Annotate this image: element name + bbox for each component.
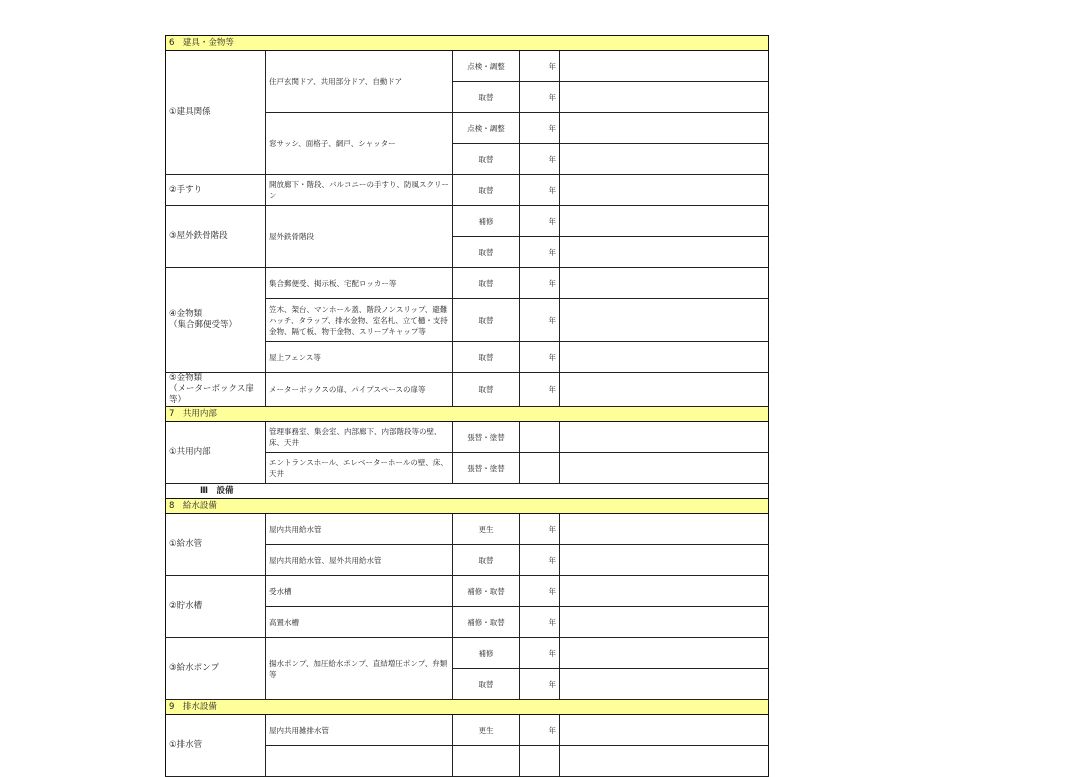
work-type: 張替・塗替 — [453, 422, 520, 453]
table-row — [166, 206, 769, 237]
notes-cell[interactable] — [560, 175, 769, 206]
category-cell: ②貯水槽 — [166, 576, 266, 638]
item-description: 受水槽 — [266, 576, 453, 607]
notes-cell[interactable] — [560, 299, 769, 342]
notes-cell[interactable] — [560, 268, 769, 299]
category-cell: ①共用内部 — [166, 422, 266, 484]
years-input[interactable]: 年 — [520, 607, 560, 638]
item-description: 屋内共用雑排水管 — [266, 715, 453, 746]
work-type: 張替・塗替 — [453, 453, 520, 484]
item-description: 屋上フェンス等 — [266, 342, 453, 373]
work-type: 取替 — [453, 237, 520, 268]
part-header — [166, 484, 769, 499]
item-description: 屋内共用給水管、屋外共用給水管 — [266, 545, 453, 576]
table-row — [166, 638, 769, 669]
table-row — [166, 514, 769, 545]
category-cell: ①給水管 — [166, 514, 266, 576]
part-title: Ⅲ 設備 — [166, 484, 769, 499]
work-type: 取替 — [453, 299, 520, 342]
notes-cell[interactable] — [560, 342, 769, 373]
work-type: 点検・調整 — [453, 51, 520, 82]
item-description: 住戸玄関ドア、共用部分ドア、自動ドア — [266, 51, 453, 113]
years-input[interactable]: 年 — [520, 113, 560, 144]
work-type: 補修 — [453, 206, 520, 237]
notes-cell[interactable] — [560, 638, 769, 669]
category-cell: ①排水管 — [166, 715, 266, 777]
notes-cell[interactable] — [560, 746, 769, 777]
years-input[interactable] — [520, 422, 560, 453]
years-input[interactable]: 年 — [520, 82, 560, 113]
item-description: 高置水槽 — [266, 607, 453, 638]
section-header — [166, 499, 769, 514]
table-row — [166, 51, 769, 82]
item-description: 屋内共用給水管 — [266, 514, 453, 545]
notes-cell[interactable] — [560, 113, 769, 144]
section-header — [166, 407, 769, 422]
years-input[interactable]: 年 — [520, 299, 560, 342]
category-cell: ①建具関係 — [166, 51, 266, 175]
notes-cell[interactable] — [560, 206, 769, 237]
item-description: 管理事務室、集会室、内部廊下、内部階段等の壁、床、天井 — [266, 422, 453, 453]
years-input[interactable]: 年 — [520, 669, 560, 700]
work-type: 更生 — [453, 715, 520, 746]
category-cell: ③屋外鉄骨階段 — [166, 206, 266, 268]
notes-cell[interactable] — [560, 607, 769, 638]
years-input[interactable]: 年 — [520, 342, 560, 373]
category-cell: ②手すり — [166, 175, 266, 206]
work-type: 取替 — [453, 342, 520, 373]
notes-cell[interactable] — [560, 144, 769, 175]
item-description: 窓サッシ、面格子、網戸、シャッター — [266, 113, 453, 175]
notes-cell[interactable] — [560, 82, 769, 113]
section-title: 9 排水設備 — [166, 700, 769, 715]
years-input[interactable]: 年 — [520, 576, 560, 607]
years-input[interactable]: 年 — [520, 144, 560, 175]
table-row — [166, 422, 769, 453]
work-type: 補修 — [453, 638, 520, 669]
category-cell: ③給水ポンプ — [166, 638, 266, 700]
section-header — [166, 36, 769, 51]
years-input[interactable]: 年 — [520, 175, 560, 206]
item-description: 屋外鉄骨階段 — [266, 206, 453, 268]
table-row — [166, 373, 769, 407]
notes-cell[interactable] — [560, 373, 769, 407]
years-input[interactable]: 年 — [520, 206, 560, 237]
notes-cell[interactable] — [560, 422, 769, 453]
work-type: 取替 — [453, 545, 520, 576]
table-row — [166, 715, 769, 746]
years-input[interactable]: 年 — [520, 545, 560, 576]
years-input[interactable] — [520, 453, 560, 484]
work-type — [453, 746, 520, 777]
item-description: 笠木、架台、マンホール蓋、階段ノンスリップ、避難ハッチ、タラップ、排水金物、室名札、立て樋・支持金物、隔て板、物干金物、スリーブキャップ等 — [266, 299, 453, 342]
section-title: 7 共用内部 — [166, 407, 769, 422]
years-input[interactable]: 年 — [520, 237, 560, 268]
years-input[interactable]: 年 — [520, 514, 560, 545]
item-description: エントランスホール、エレベーターホールの壁、床、天井 — [266, 453, 453, 484]
maintenance-plan-table — [165, 35, 769, 777]
category-cell: ④金物類 （集合郵便受等） — [166, 268, 266, 373]
table-row — [166, 576, 769, 607]
notes-cell[interactable] — [560, 237, 769, 268]
table-row — [166, 175, 769, 206]
work-type: 取替 — [453, 82, 520, 113]
work-type: 取替 — [453, 268, 520, 299]
work-type: 取替 — [453, 373, 520, 407]
category-cell: ⑤金物類 （メーターボックス扉等） — [166, 373, 266, 407]
notes-cell[interactable] — [560, 715, 769, 746]
item-description: 揚水ポンプ、加圧給水ポンプ、直結増圧ポンプ、弁類等 — [266, 638, 453, 700]
notes-cell[interactable] — [560, 453, 769, 484]
work-type: 補修・取替 — [453, 576, 520, 607]
years-input[interactable]: 年 — [520, 51, 560, 82]
notes-cell[interactable] — [560, 669, 769, 700]
years-input[interactable]: 年 — [520, 268, 560, 299]
notes-cell[interactable] — [560, 51, 769, 82]
table-row — [166, 268, 769, 299]
notes-cell[interactable] — [560, 576, 769, 607]
years-input[interactable]: 年 — [520, 638, 560, 669]
work-type: 点検・調整 — [453, 113, 520, 144]
item-description: 開放廊下・階段、バルコニーの手すり、防風スクリーン — [266, 175, 453, 206]
item-description: 集合郵便受、掲示板、宅配ロッカー等 — [266, 268, 453, 299]
section-title: 6 建具・金物等 — [166, 36, 769, 51]
notes-cell[interactable] — [560, 545, 769, 576]
work-type: 更生 — [453, 514, 520, 545]
work-type: 取替 — [453, 669, 520, 700]
item-description: メーターボックスの扉、パイプスペースの扉等 — [266, 373, 453, 407]
work-type: 補修・取替 — [453, 607, 520, 638]
item-description — [266, 746, 453, 777]
years-input[interactable] — [520, 746, 560, 777]
section-header — [166, 700, 769, 715]
section-title: 8 給水設備 — [166, 499, 769, 514]
years-input[interactable]: 年 — [520, 373, 560, 407]
years-input[interactable]: 年 — [520, 715, 560, 746]
notes-cell[interactable] — [560, 514, 769, 545]
work-type: 取替 — [453, 175, 520, 206]
work-type: 取替 — [453, 144, 520, 175]
